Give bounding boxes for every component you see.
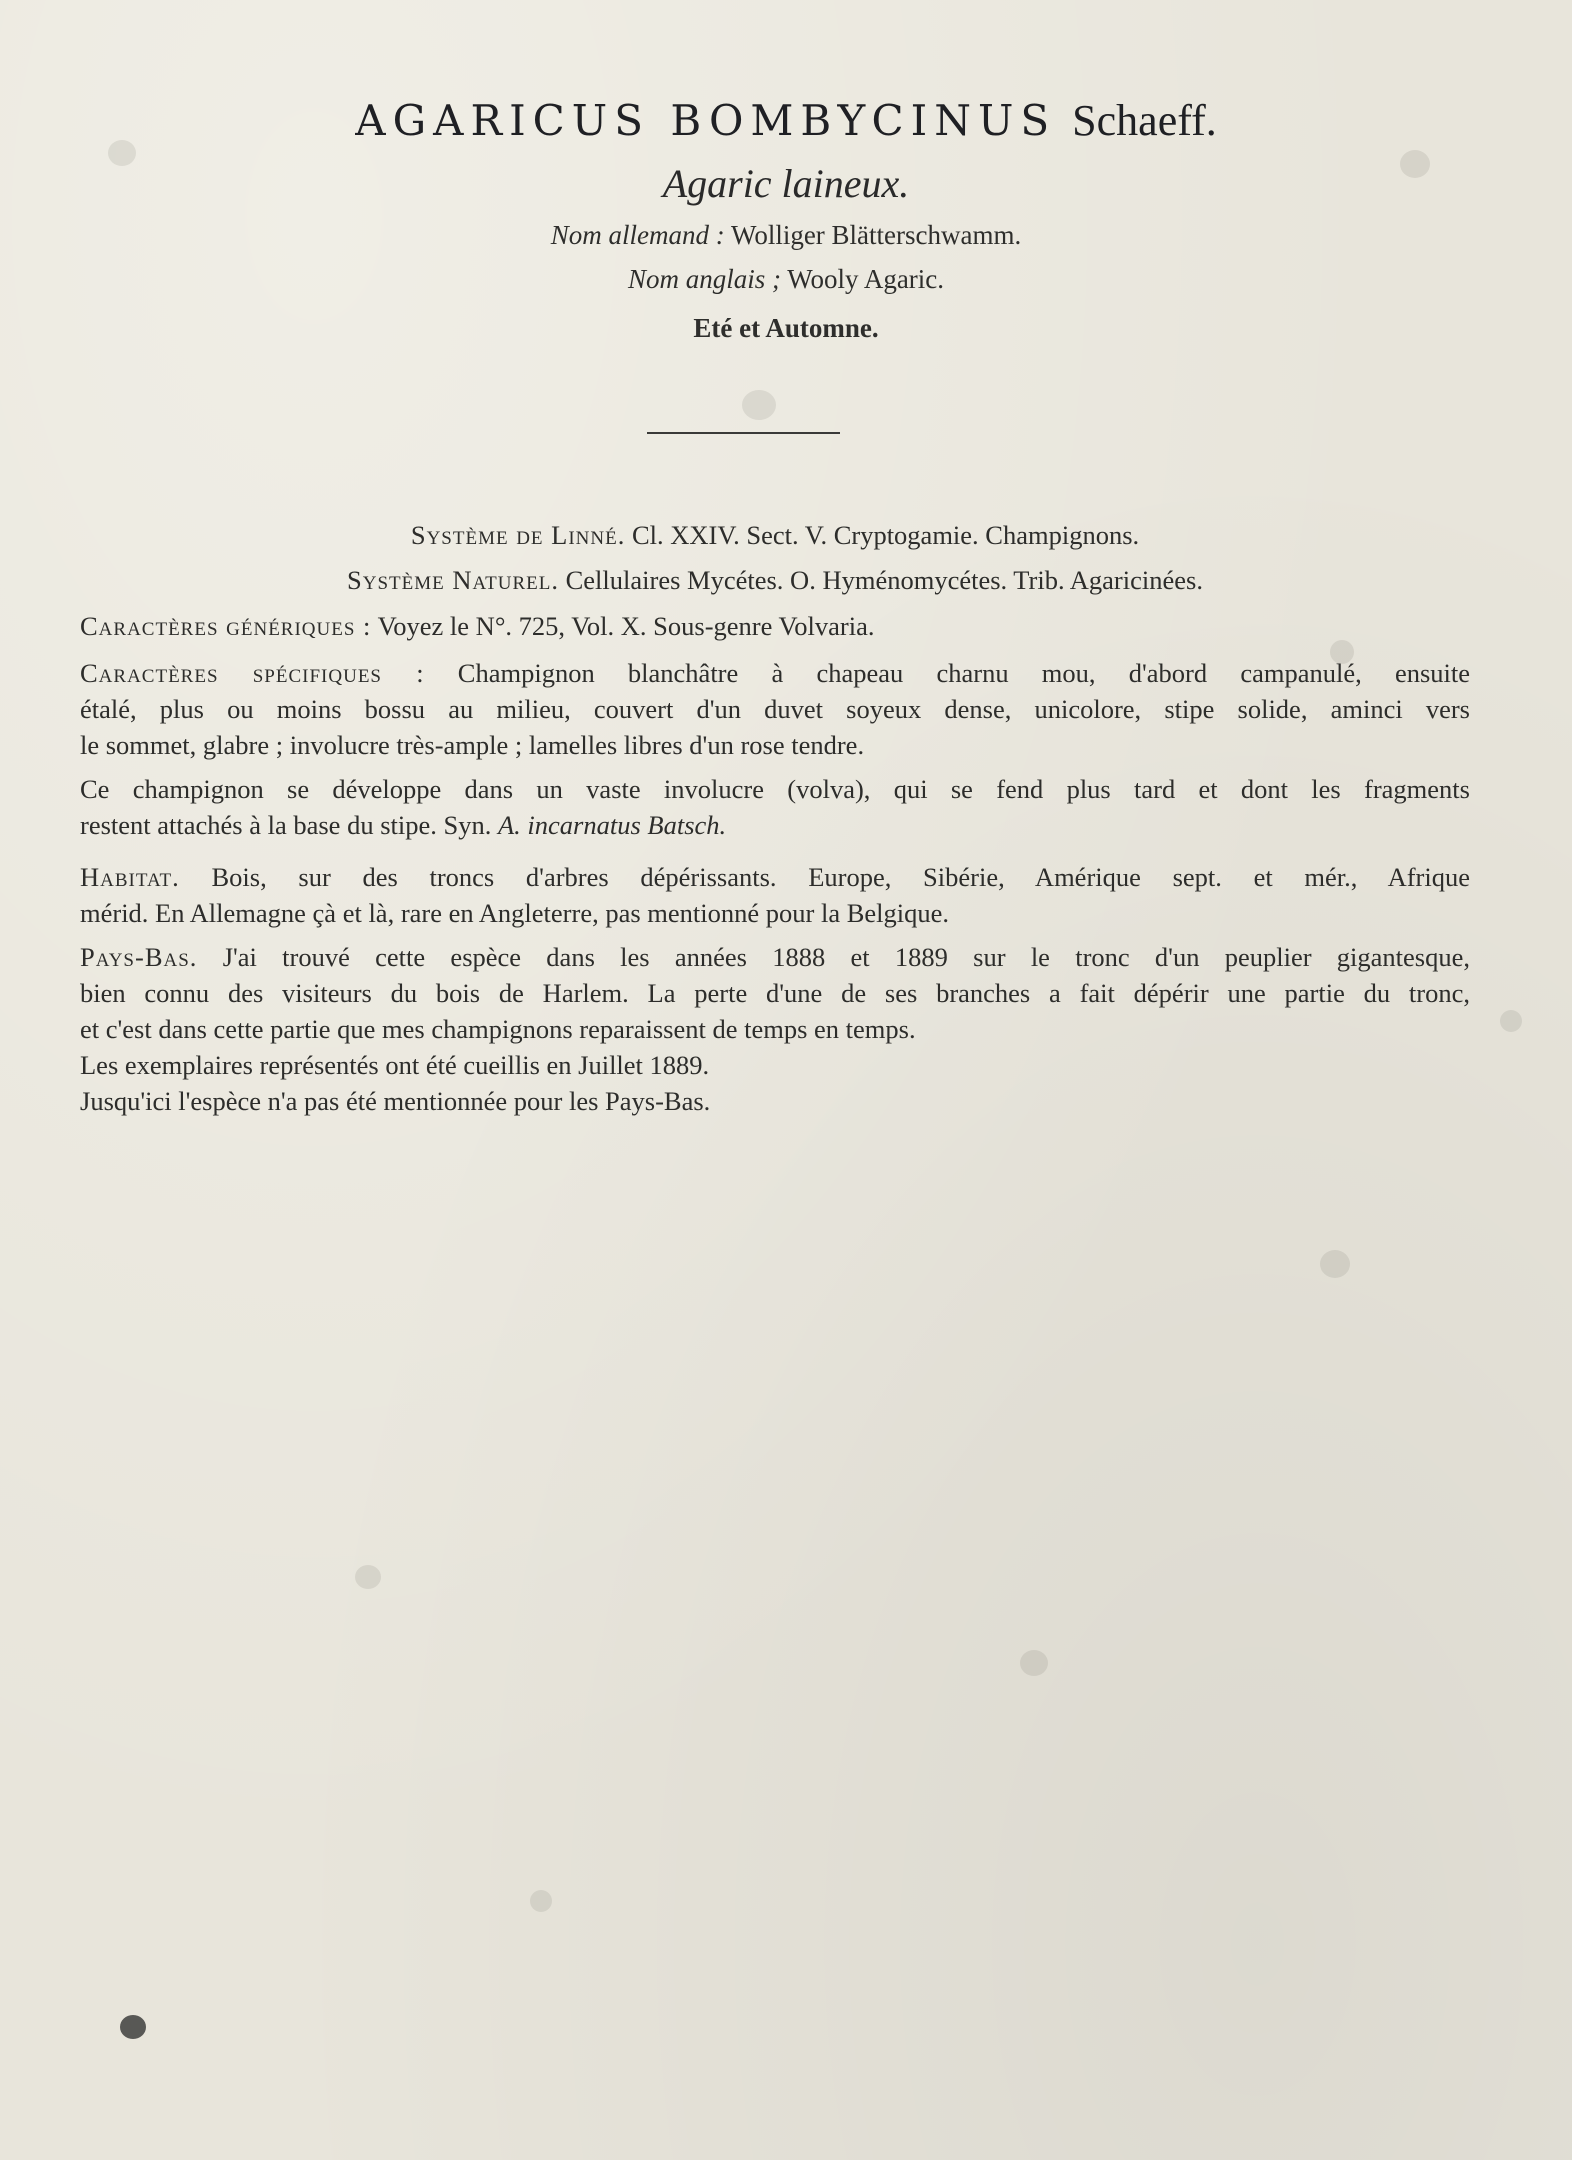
paper-spot [1320,1250,1350,1278]
synonym: A. incarnatus Batsch. [497,810,727,840]
generic-label: Caractères génériques : [80,611,372,641]
paper-spot [120,2015,146,2039]
paper-spot [742,390,776,420]
volva-line-1: Ce champignon se développe dans un vaste involucre (volva), qui se fend plus tard et dont les fragments [80,774,1470,804]
habitat-label: Habitat. [80,862,180,892]
specific-label: Caractères spécifiques : [80,658,425,688]
linne-text: Cl. XXIV. Sect. V. Cryptogamie. Champignons. [631,520,1140,550]
habitat-line-2: mérid. En Allemagne çà et là, rare en Angleterre, pas mentionné pour la Belgique. [80,898,950,928]
common-name: Agaric laineux. [662,161,910,206]
habitat-text-1: Bois, sur des troncs d'arbres dépérissants. Europe, Sibérie, Amérique sept. et mér., Afrique [211,862,1470,892]
netherlands-line-3: et c'est dans cette partie que mes champignons reparaissent de temps en temps. [80,1014,916,1044]
habitat-line-1 [80,860,1470,894]
title-latin: AGARICUS BOMBYCINUS [355,96,1057,145]
natural-system-line [80,563,1470,597]
linne-label: Système de Linné. [410,520,626,550]
specific-line-2: étalé, plus ou moins bossu au milieu, couvert d'un duvet soyeux dense, unicolore, stipe solide, aminci vers [80,694,1470,724]
netherlands-line-2: bien connu des visiteurs du bois de Harlem. La perte d'une de ses branches a fait dépérir une partie du tronc, [80,978,1470,1008]
paper-spot [1020,1650,1048,1676]
season: Eté et Automne. [693,313,879,343]
english-name: Wooly Agaric. [787,264,945,294]
linne-system-line [80,518,1470,552]
german-name-label: Nom allemand : [550,220,725,250]
divider-rule [647,432,840,434]
netherlands-line-1 [80,940,1470,974]
volva-text: restent attachés à la base du stipe. Syn. [80,810,492,840]
species-title [0,95,1572,146]
netherlands-line-4: Les exemplaires représentés ont été cueillis en Juillet 1889. [80,1050,710,1080]
english-name-line [0,264,1572,295]
netherlands-line-5: Jusqu'ici l'espèce n'a pas été mentionnée pour les Pays-Bas. [80,1086,711,1116]
english-name-label: Nom anglais ; [627,264,781,294]
title-author: Schaeff. [1072,96,1217,145]
german-name: Wolliger Blätterschwamm. [731,220,1022,250]
specific-line-3: le sommet, glabre ; involucre très-ample ; lamelles libres d'un rose tendre. [80,730,865,760]
naturel-label: Système Naturel. [347,565,559,595]
specific-line-1 [80,656,1470,690]
naturel-text: Cellulaires Mycétes. O. Hyménomycétes. Trib. Agaricinées. [565,565,1203,595]
paper-spot [355,1565,381,1589]
specific-text-1: Champignon blanchâtre à chapeau charnu mou, d'abord campanulé, ensuite [457,658,1471,688]
paper-spot [1500,1010,1522,1032]
generic-characters [80,609,874,643]
german-name-line [0,220,1572,251]
netherlands-label: Pays-Bas. [80,942,198,972]
volva-line-2 [80,808,726,842]
paper-spot [530,1890,552,1912]
netherlands-text-1: J'ai trouvé cette espèce dans les années 1888 et 1889 sur le tronc d'un peuplier gigantesque, [222,942,1471,972]
generic-text: Voyez le N°. 725, Vol. X. Sous-genre Volvaria. [377,611,875,641]
